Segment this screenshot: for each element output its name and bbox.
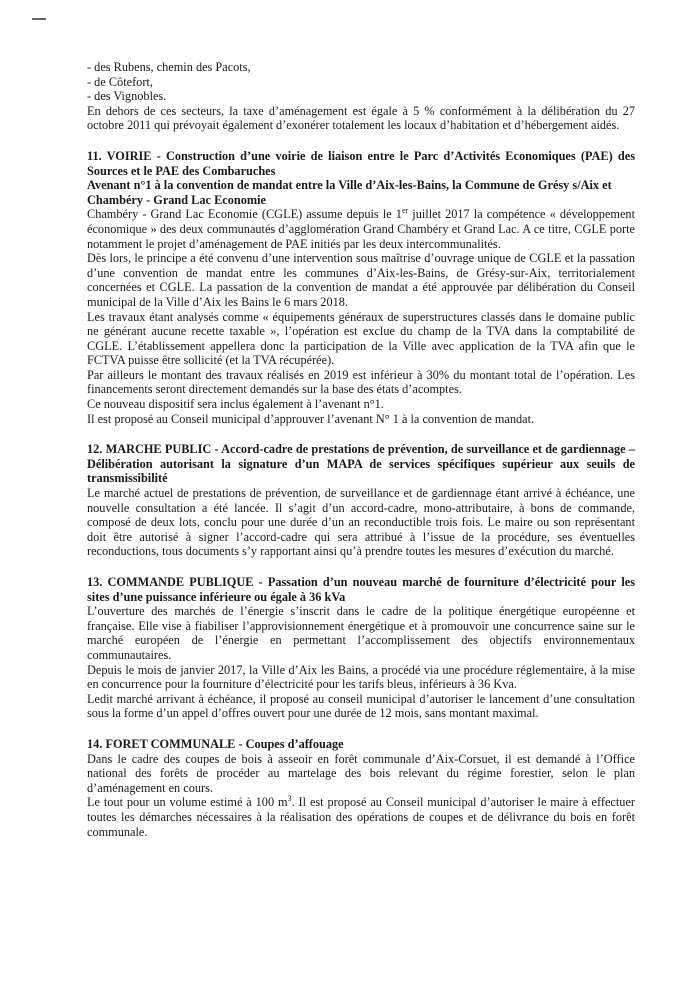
text-span: juillet 2017 la compétence « développement économique » des deux communautés d’agglomération Grand Chambéry et Grand Lac. A ce titre, CGLE porte notamment le projet d’aménagement de PAE initiés par les deux intercommunalités.: [87, 207, 635, 251]
section-11-title: 11. VOIRIE - Construction d’une voirie de liaison entre le Parc d’Activités Economiques (PAE) des Sources et le PAE des Combaruches: [87, 148, 635, 178]
section-11-paragraph-4: Par ailleurs le montant des travaux réalisés en 2019 est inférieur à 30% du montant total de l’opération. Les financements seront directement demandés sur la base des états d’acomptes.: [87, 367, 635, 397]
section-14-title: 14. FORET COMMUNALE - Coupes d’affouage: [87, 736, 344, 751]
section-12: [87, 442, 635, 559]
section-13: [87, 575, 635, 721]
list-item: - des Rubens, chemin des Pacots,: [87, 60, 251, 74]
section-14-paragraph-2: [87, 795, 635, 839]
text-span: . Il est proposé au Conseil municipal d’autoriser le maire à effectuer toutes les démarches nécessaires à la réalisation des opérations de coupes et de délivrance du bois en forêt communale.: [87, 795, 635, 839]
section-13-paragraph-1: L’ouverture des marchés de l’énergie s’inscrit dans le cadre de la politique énergétique européenne et française. Elle vise à fiabiliser l’approvisionnement énergétique et à promouvoir une concurrence saine sur le marché européen de l’énergie en permettant l’accomplissement des objectifs environnementaux communautaires.: [87, 604, 635, 662]
section-11: [87, 149, 635, 426]
section-11-subtitle: Avenant n°1 à la convention de mandat entre la Ville d’Aix-les-Bains, la Commune de Grésy s/Aix et Chambéry - Grand Lac Economie: [87, 178, 612, 207]
section-11-paragraph-2: Dès lors, le principe a été convenu d’une intervention sous maîtrise d’ouvrage unique de CGLE et la passation d’une convention de mandat entre les communes d’Aix-les-Bains, de Grésy-sur-Aix, territorialement concernées et CGLE. La passation de la convention de mandat a été approuvée par délibération du Conseil municipal de la Ville d’Aix les Bains le 6 mars 2018.: [87, 251, 635, 309]
section-13-paragraph-2: Depuis le mois de janvier 2017, la Ville d’Aix les Bains, a procédé via une procédure réglementaire, à la mise en concurrence pour la fourniture d’électricité pour les tarifs bleus, inférieurs à 36 Kva.: [87, 662, 635, 692]
section-12-paragraph-1: Le marché actuel de prestations de prévention, de surveillance et de gardiennage étant arrivé à échéance, une nouvelle consultation a été lancée. Il s’agit d’un accord-cadre, mono-attributaire, à bons de commande, composé de deux lots, conclu pour une durée d’un an reconductible trois fois. Le maire ou son représentant doit être autorisé à signer l’accord-cadre qui sera attribué à l’issue de la procédure, ses éventuelles reconductions, tous documents s’y rapportant ainsi qu’à prendre toutes les mesures d’exécution du marché.: [87, 486, 635, 559]
list-item: - de Côtefort,: [87, 74, 153, 89]
text-span: Le tout pour un volume estimé à 100 m: [87, 795, 288, 810]
section-14: [87, 737, 635, 839]
sector-list: [87, 60, 635, 104]
document-page: [87, 60, 635, 839]
text-span: Chambéry - Grand Lac Economie (CGLE) assume depuis le 1: [87, 207, 402, 222]
section-14-paragraph-1: Dans le cadre des coupes de bois à asseoir en forêt communale d’Aix-Corsuet, il est demandé à l’Office national des forêts de procéder au martelage des bois relevant du régime forestier, selon le plan d’aménagement en cours.: [87, 751, 635, 795]
section-13-paragraph-3: Ledit marché arrivant à échéance, il proposé au conseil municipal d’autoriser le lancement d’une consultation sous la forme d’un appel d’offres ouvert pour une durée de 12 mois, sans montant maximal.: [87, 691, 635, 721]
section-12-title: 12. MARCHE PUBLIC - Accord-cadre de prestations de prévention, de surveillance et de gardiennage – Délibération autorisant la signature d’un MAPA de services spécifiques supérieur aux seuils de transmissibilité: [87, 442, 635, 486]
superscript: er: [401, 206, 409, 216]
section-11-paragraph-3: Les travaux étant analysés comme « équipements généraux de superstructures classés dans le domaine public ne générant aucune recette taxable », l’opération est exclue du champ de la TVA dans la comptabilité de CGLE. L’établissement appellera donc la participation de la Ville avec application de la TVA afin que le FCTVA puisse être sollicité (et la TVA récupérée).: [87, 309, 635, 368]
section-11-paragraph-5: Ce nouveau dispositif sera inclus également à l’avenant n°1.: [87, 397, 384, 412]
superscript: 3: [287, 794, 292, 804]
section-11-paragraph-6: Il est proposé au Conseil municipal d’approuver l’avenant N° 1 à la convention de mandat.: [87, 411, 535, 426]
list-item: - des Vignobles.: [87, 89, 167, 104]
intro-paragraph: En dehors de ces secteurs, la taxe d’aménagement est égale à 5 % conformément à la délibération du 27 octobre 2011 qui prévoyait également d’exonérer totalement les locaux d’habitation et d’hébergement aidés.: [87, 103, 635, 133]
scan-mark: [32, 18, 46, 20]
section-11-paragraph-1: [87, 207, 635, 251]
section-13-title: 13. COMMANDE PUBLIQUE - Passation d’un nouveau marché de fourniture d’électricité pour les sites d’une puissance inférieure ou égale à 36 kVa: [87, 575, 635, 604]
